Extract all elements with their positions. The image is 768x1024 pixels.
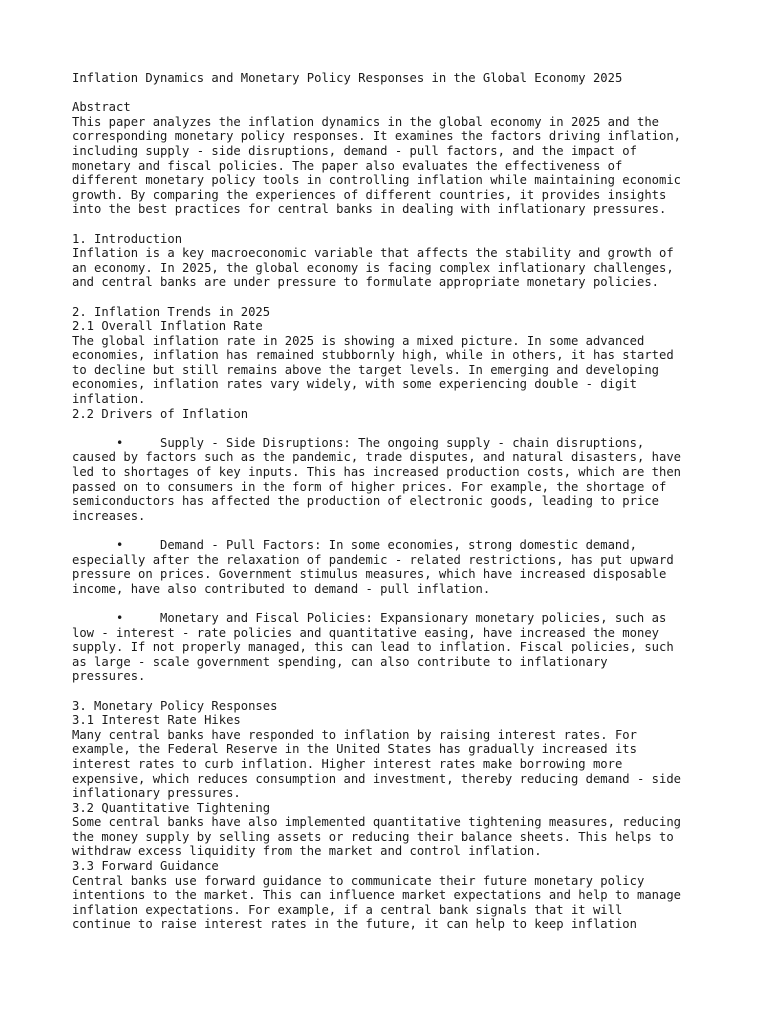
bullet-icon: • xyxy=(116,610,124,625)
bullet-item-demand xyxy=(72,538,712,596)
paragraph-line: to decline but still remains above the target levels. In emerging and developing xyxy=(72,362,659,377)
bullet-text: Monetary and Fiscal Policies: Expansionary monetary policies, such as xyxy=(160,610,667,625)
section-3-1-heading: 3.1 Interest Rate Hikes xyxy=(72,713,241,728)
paragraph-line: led to shortages of key inputs. This has increased production costs, which are then xyxy=(72,465,682,480)
abstract-body xyxy=(72,115,712,217)
paragraph-line: intentions to the market. This can influence market expectations and help to manage xyxy=(72,888,682,903)
section-3-2-body xyxy=(72,815,712,859)
paragraph-line: especially after the relaxation of pandemic - related restrictions, has put upward xyxy=(72,552,674,567)
section-3-heading: 3. Monetary Policy Responses xyxy=(72,698,278,713)
paragraph-line: pressure on prices. Government stimulus measures, which have increased disposable xyxy=(72,567,667,582)
document-title: Inflation Dynamics and Monetary Policy Responses in the Global Economy 2025 xyxy=(72,71,623,85)
spacer xyxy=(72,290,712,305)
spacer xyxy=(72,684,712,699)
spacer xyxy=(72,421,712,436)
paragraph-line: example, the Federal Reserve in the United States has gradually increased its xyxy=(72,742,637,757)
abstract-line: monetary and fiscal policies. The paper also evaluates the effectiveness of xyxy=(72,158,623,173)
paragraph-line: low - interest - rate policies and quantitative easing, have increased the money xyxy=(72,625,659,640)
paragraph-line: economies, inflation has remained stubbornly high, while in others, it has started xyxy=(72,348,674,363)
paragraph-line: Some central banks have also implemented quantitative tightening measures, reducing xyxy=(72,815,682,830)
paragraph-line: Inflation is a key macroeconomic variable that affects the stability and growth of xyxy=(72,246,674,261)
document-page xyxy=(72,71,712,932)
paragraph-line: interest rates to curb inflation. Higher interest rates make borrowing more xyxy=(72,756,623,771)
bullet-text: Demand - Pull Factors: In some economies, strong domestic demand, xyxy=(160,538,637,552)
abstract-line: growth. By comparing the experiences of different countries, it provides insights xyxy=(72,187,667,202)
section-2-1-body xyxy=(72,334,712,407)
bullet-item-supply xyxy=(72,436,712,524)
bullet-text: Supply - Side Disruptions: The ongoing supply - chain disruptions, xyxy=(160,435,645,450)
section-2-heading: 2. Inflation Trends in 2025 xyxy=(72,304,271,319)
section-3-2-heading: 3.2 Quantitative Tightening xyxy=(72,800,271,815)
paragraph-line: inflation. xyxy=(72,392,146,407)
section-3-3-body xyxy=(72,874,712,932)
paragraph-line: Many central banks have responded to inflation by raising interest rates. For xyxy=(72,727,637,742)
paragraph-line: supply. If not properly managed, this can lead to inflation. Fiscal policies, such xyxy=(72,640,674,655)
paragraph-line: The global inflation rate in 2025 is showing a mixed picture. In some advanced xyxy=(72,333,645,348)
paragraph-line: Central banks use forward guidance to communicate their future monetary policy xyxy=(72,873,645,888)
abstract-line: corresponding monetary policy responses. It examines the factors driving inflation, xyxy=(72,129,682,144)
bullet-first-line xyxy=(72,436,712,451)
paragraph-line: an economy. In 2025, the global economy is facing complex inflationary challenges, xyxy=(72,260,674,275)
section-1-heading: 1. Introduction xyxy=(72,231,183,246)
paragraph-line: withdraw excess liquidity from the market and control inflation. xyxy=(72,844,542,859)
paragraph-line: continue to raise interest rates in the future, it can help to keep inflation xyxy=(72,917,637,932)
section-3-3-heading: 3.3 Forward Guidance xyxy=(72,859,219,874)
spacer xyxy=(72,523,712,538)
section-2-2-heading: 2.2 Drivers of Inflation xyxy=(72,406,249,421)
paragraph-line: inflationary pressures. xyxy=(72,786,241,801)
paragraph-line: as large - scale government spending, can also contribute to inflationary xyxy=(72,654,608,669)
paragraph-line: economies, inflation rates vary widely, with some experiencing double - digit xyxy=(72,377,637,392)
bullet-first-line xyxy=(72,611,712,626)
paragraph-line: income, have also contributed to demand - pull inflation. xyxy=(72,581,491,596)
bullet-icon: • xyxy=(116,538,124,552)
bullet-first-line xyxy=(72,538,712,553)
abstract-heading: Abstract xyxy=(72,100,131,115)
paragraph-line: pressures. xyxy=(72,669,146,684)
abstract-line: including supply - side disruptions, demand - pull factors, and the impact of xyxy=(72,143,637,158)
paragraph-line: semiconductors has affected the production of electronic goods, leading to price xyxy=(72,494,659,509)
section-2-1-heading: 2.1 Overall Inflation Rate xyxy=(72,319,263,334)
bullet-item-policies xyxy=(72,611,712,684)
paragraph-line: inflation expectations. For example, if a central bank signals that it will xyxy=(72,902,623,917)
paragraph-line: caused by factors such as the pandemic, trade disputes, and natural disasters, have xyxy=(72,450,682,465)
abstract-line: into the best practices for central banks in dealing with inflationary pressures. xyxy=(72,202,667,217)
section-3-1-body xyxy=(72,728,712,801)
paragraph-line: passed on to consumers in the form of higher prices. For example, the shortage of xyxy=(72,479,667,494)
abstract-line: different monetary policy tools in controlling inflation while maintaining economic xyxy=(72,173,682,188)
bullet-icon: • xyxy=(116,435,124,450)
spacer xyxy=(72,596,712,611)
spacer xyxy=(72,217,712,232)
paragraph-line: expensive, which reduces consumption and investment, thereby reducing demand - side xyxy=(72,771,682,786)
abstract-line: This paper analyzes the inflation dynamics in the global economy in 2025 and the xyxy=(72,114,659,129)
spacer xyxy=(72,86,712,101)
section-1-body xyxy=(72,246,712,290)
paragraph-line: the money supply by selling assets or reducing their balance sheets. This helps to xyxy=(72,829,674,844)
paragraph-line: increases. xyxy=(72,508,146,523)
paragraph-line: and central banks are under pressure to formulate appropriate monetary policies. xyxy=(72,275,659,290)
